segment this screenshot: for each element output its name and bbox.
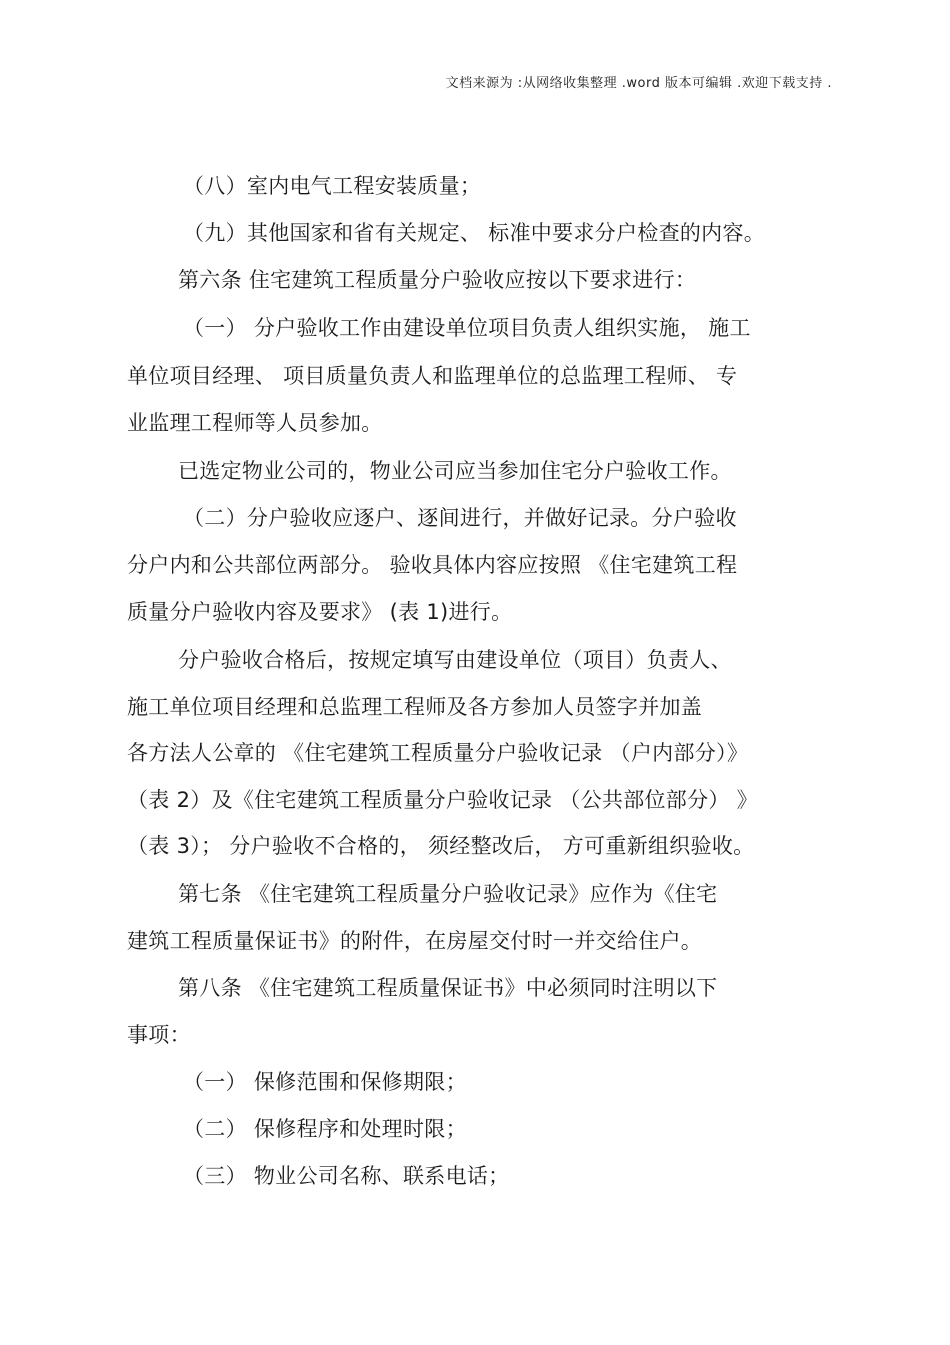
article-6-item-1-line-2: 单位项目经理、 项目质量负责人和监理单位的总监理工程师、 专: [127, 364, 738, 388]
article-6-title: 第六条 住宅建筑工程质量分户验收应按以下要求进行：: [178, 268, 697, 292]
page-header: 文档来源为 :从网络收集整理 .word 版本可编辑 .欢迎下载支持 .: [445, 76, 832, 91]
article-7-line-2: 建筑工程质量保证书》的附件，在房屋交付时一并交给住户。: [127, 929, 703, 953]
acceptance-paragraph-line-1: 分户验收合格后，按规定填写由建设单位（项目）负责人、: [178, 648, 732, 672]
article-8-line-1: 第八条 《住宅建筑工程质量保证书》中必须同时注明以下: [178, 976, 718, 1000]
article-8-item-1: （一） 保修范围和保修期限；: [183, 1070, 467, 1094]
article-8-line-2: 事项：: [127, 1023, 191, 1047]
article-7-line-1: 第七条 《住宅建筑工程质量分户验收记录》应作为《住宅: [178, 882, 718, 906]
acceptance-paragraph-line-3: 各方法人公章的 《住宅建筑工程质量分户验收记录 （户内部分）》: [127, 741, 749, 765]
article-6-item-2-line-3: 质量分户验收内容及要求》 (表 1)进行。: [127, 600, 513, 624]
article-8-item-2: （二） 保修程序和处理时限；: [183, 1117, 467, 1141]
article-6-item-2-line-2: 分户内和公共部位两部分。 验收具体内容应按照 《住宅建筑工程: [127, 553, 738, 577]
article-6-item-1-line-1: （一） 分户验收工作由建设单位项目负责人组织实施， 施工: [183, 316, 751, 340]
acceptance-paragraph-line-4: （表 2）及《住宅建筑工程质量分户验收记录 （公共部位部分） 》: [127, 788, 758, 812]
article-6-item-1-line-3: 业监理工程师等人员参加。: [127, 411, 383, 435]
acceptance-paragraph-line-5: （表 3）； 分户验收不合格的， 须经整改后， 方可重新组织验收。: [127, 834, 755, 858]
item-9: （九）其他国家和省有关规定、 标准中要求分户检查的内容。: [183, 221, 766, 245]
article-8-item-3: （三） 物业公司名称、联系电话；: [183, 1164, 510, 1188]
acceptance-paragraph-line-2: 施工单位项目经理和总监理工程师及各方参加人员签字并加盖: [127, 695, 703, 719]
article-6-item-2-line-1: （二）分户验收应逐户、逐间进行，并做好记录。分户验收: [183, 506, 737, 530]
property-company-paragraph: 已选定物业公司的，物业公司应当参加住宅分户验收工作。: [178, 459, 732, 483]
item-8: （八）室内电气工程安装质量；: [183, 174, 482, 198]
